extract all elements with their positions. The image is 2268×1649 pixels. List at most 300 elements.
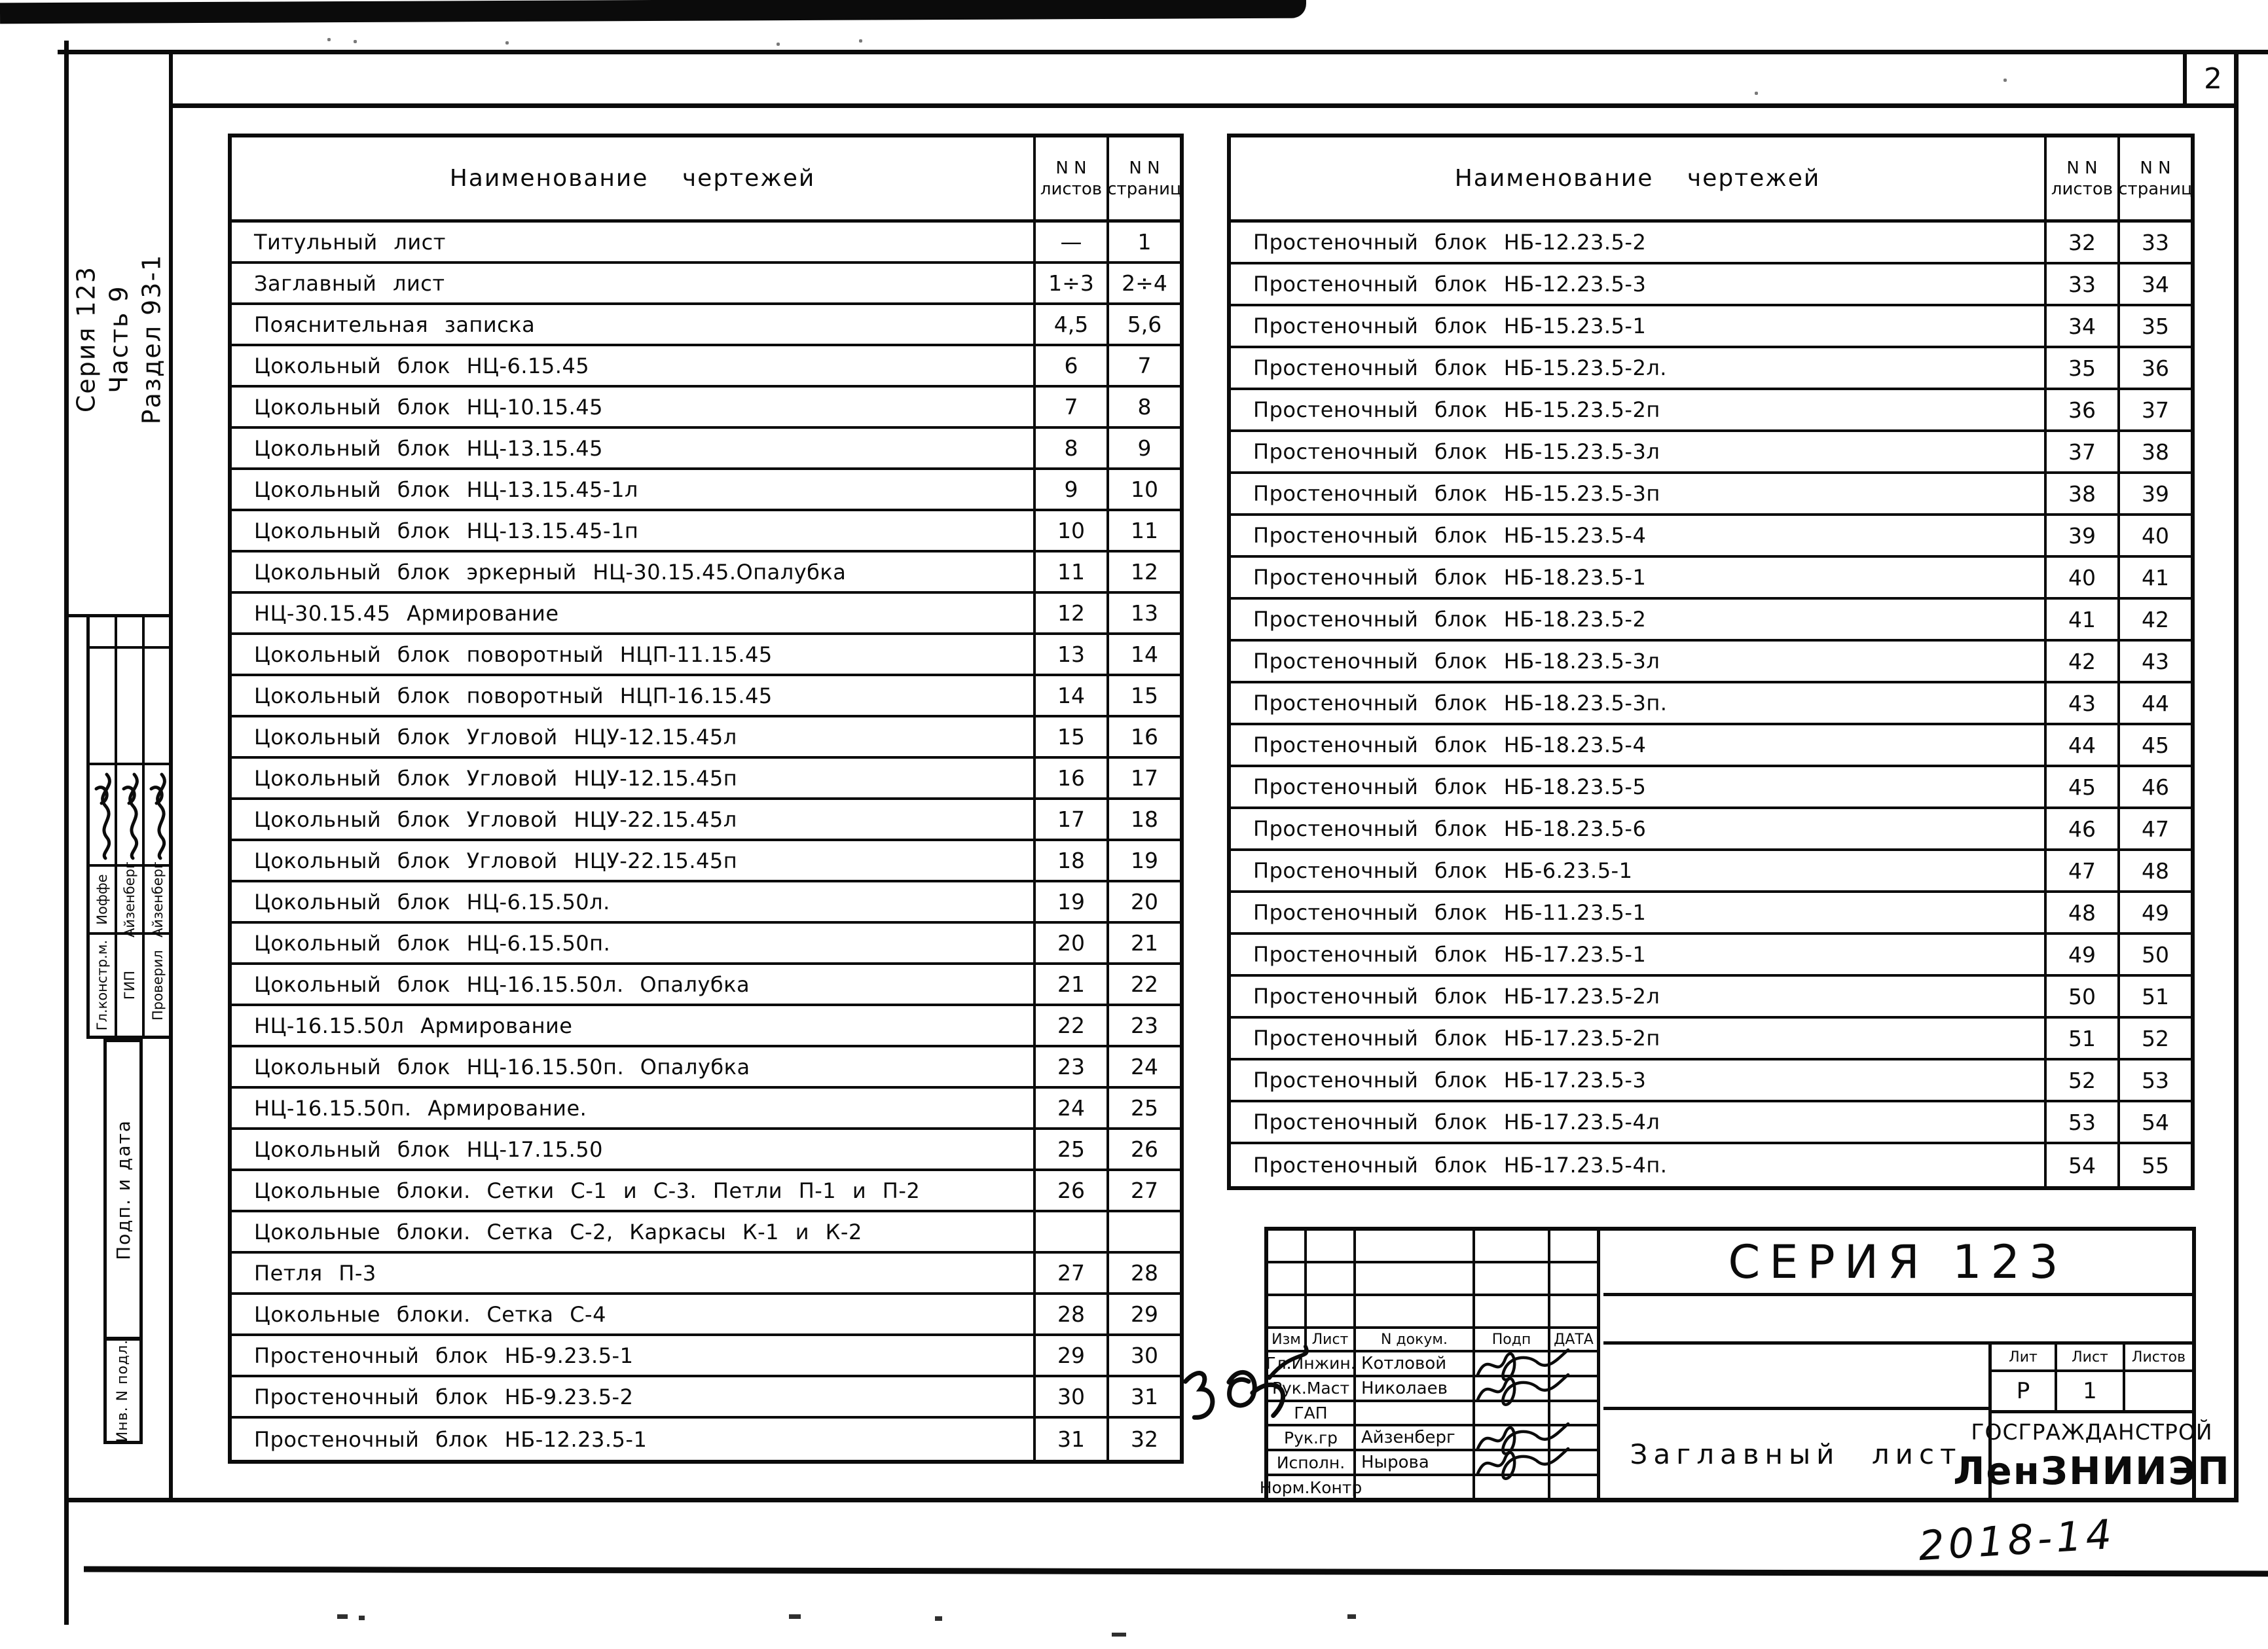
sheets-header-line1: N N — [2066, 158, 2098, 178]
sidebar-series-title — [68, 110, 169, 568]
pages-cell: 54 — [2117, 1102, 2191, 1142]
table-row — [1231, 683, 2191, 725]
table-row — [232, 305, 1180, 346]
scan-speck — [1755, 92, 1758, 95]
pages-cell: 52 — [2117, 1019, 2191, 1058]
approval-name-cell — [145, 861, 172, 938]
pages-cell: 31 — [1107, 1377, 1180, 1416]
table-row — [232, 429, 1180, 470]
sheets-cell: 20 — [1033, 924, 1107, 962]
sheets-cell: 15 — [1033, 717, 1107, 756]
personnel-role-cell: Исполн. — [1276, 1453, 1345, 1472]
drawing-name-cell: Цокольный блок НЦ-6.15.45 — [254, 353, 590, 378]
lit-header: Лит — [2009, 1349, 2038, 1366]
drawing-name-cell: Простеночный блок НБ-17.23.5-4п. — [1253, 1153, 1668, 1178]
page-number: 2 — [2204, 62, 2222, 96]
sheets-cell: 1÷3 — [1033, 264, 1107, 302]
revision-empty-row — [1268, 1296, 1597, 1329]
approver-role: Проверил — [150, 950, 166, 1021]
personnel-signature-cell — [1472, 1451, 1548, 1474]
section-label: Раздел 93-1 — [137, 253, 166, 425]
pages-cell: 46 — [2117, 767, 2191, 806]
approval-signature-cell — [117, 765, 142, 867]
sheets-header-line1: N N — [1055, 158, 1087, 178]
pages-cell: 20 — [1107, 882, 1180, 921]
sheets-cell: 23 — [1033, 1047, 1107, 1086]
pages-cell: 5,6 — [1107, 305, 1180, 344]
org-name: ГОСГРАЖДАНСТРОЙ — [1971, 1419, 2213, 1445]
sheets-cell: 17 — [1033, 800, 1107, 839]
doc-title-column — [1603, 1345, 1992, 1498]
table-row — [1231, 893, 2191, 935]
sheets-cell: 41 — [2044, 600, 2117, 639]
table-row — [232, 1336, 1180, 1377]
drawing-name-cell: Простеночный блок НБ-15.23.5-2п — [1253, 397, 1660, 422]
sidebar-approval-table — [86, 617, 172, 1039]
drawing-name-cell: Простеночный блок НБ-18.23.5-3л — [1253, 649, 1660, 674]
list-value: 1 — [2055, 1372, 2123, 1410]
pages-cell: 17 — [1107, 759, 1180, 797]
sheets-cell: 8 — [1033, 429, 1107, 467]
approval-role-cell — [145, 935, 172, 1036]
approval-signature-cell — [90, 765, 115, 867]
sheets-cell: 49 — [2044, 935, 2117, 974]
table-row — [232, 800, 1180, 841]
drawing-name-cell: Простеночный блок НБ-15.23.5-1 — [1253, 314, 1647, 338]
sheets-cell: 53 — [2044, 1102, 2117, 1142]
pages-cell — [1107, 1212, 1180, 1251]
sheets-cell: 19 — [1033, 882, 1107, 921]
table-row — [1231, 851, 2191, 893]
drawing-name-cell: Цокольный блок НЦ-16.15.50п. Опалубка — [254, 1054, 750, 1079]
table-row — [1231, 1019, 2191, 1060]
drawing-name-cell: Простеночный блок НБ-6.23.5-1 — [1253, 858, 1633, 883]
drawing-name-cell: Простеночный блок НБ-11.23.5-1 — [1253, 900, 1647, 925]
table-row — [1231, 642, 2191, 683]
drawing-name-cell: Простеночный блок НБ-12.23.5-1 — [254, 1426, 648, 1452]
signature-icon — [120, 769, 143, 861]
revision-empty-row — [1268, 1231, 1597, 1263]
frame-right-border — [2234, 50, 2239, 1502]
table-row — [232, 1254, 1180, 1295]
personnel-role-cell: Рук.Маст — [1271, 1379, 1350, 1398]
series-label: Серия 123 — [71, 265, 101, 413]
sheets-cell: 26 — [1033, 1171, 1107, 1210]
pages-header-line1: N N — [1129, 158, 1160, 178]
lit-value: Р — [2016, 1378, 2030, 1404]
table-body — [232, 223, 1180, 1460]
sheets-cell: 18 — [1033, 841, 1107, 880]
table-row — [232, 223, 1180, 264]
drawing-name-cell: Титульный лист — [254, 229, 446, 255]
pages-cell: 44 — [2117, 683, 2191, 723]
drawing-name-cell: Петля П-3 — [254, 1260, 376, 1286]
rev-header-list: Лист — [1304, 1329, 1353, 1350]
personnel-name-cell: Айзенберг — [1353, 1426, 1472, 1449]
pages-cell: 27 — [1107, 1171, 1180, 1210]
drawing-name-cell: Простеночный блок НБ-12.23.5-3 — [1253, 272, 1647, 297]
scan-dash — [1112, 1633, 1126, 1637]
pages-cell: 12 — [1107, 553, 1180, 591]
drawing-name-cell: Цокольный блок НЦ-16.15.50л. Опалубка — [254, 971, 750, 997]
pages-cell: 38 — [2117, 432, 2191, 471]
sheets-cell: 7 — [1033, 388, 1107, 426]
stamp-right-part — [1603, 1231, 2231, 1498]
table-row — [232, 635, 1180, 676]
pages-cell: 53 — [2117, 1060, 2191, 1100]
table-row — [232, 1006, 1180, 1047]
sheets-cell: 28 — [1033, 1295, 1107, 1333]
table-row — [1231, 1060, 2191, 1102]
part-label: Часть 9 — [104, 285, 134, 393]
signature-icon — [147, 769, 171, 861]
sheets-cell: 13 — [1033, 635, 1107, 674]
table-row — [1231, 264, 2191, 306]
handwritten-code: 2018-14 — [1917, 1510, 2117, 1570]
sheets-cell: 51 — [2044, 1019, 2117, 1058]
org-institute: ЛенЗНИИЭП — [1953, 1448, 2231, 1493]
pages-cell: 1 — [1107, 223, 1180, 261]
approval-role-cell — [117, 935, 142, 1036]
sheets-cell: 22 — [1033, 1006, 1107, 1045]
personnel-signature-cell — [1472, 1377, 1548, 1400]
designation-band — [1603, 1296, 2192, 1345]
drawing-name-cell: Простеночный блок НБ-18.23.5-3п. — [1253, 691, 1668, 716]
table-row — [232, 759, 1180, 800]
listov-header: Листов — [2123, 1345, 2192, 1369]
approver-role: ГИП — [121, 970, 137, 1000]
pages-cell: 29 — [1107, 1295, 1180, 1333]
pages-cell: 10 — [1107, 470, 1180, 509]
pages-cell: 28 — [1107, 1254, 1180, 1292]
handwritten-note-scribble — [1171, 1342, 1331, 1455]
pages-cell: 8 — [1107, 388, 1180, 426]
pages-cell: 7 — [1107, 346, 1180, 385]
list-header: Лист — [2055, 1345, 2123, 1369]
approval-date-cell — [145, 649, 172, 765]
sheets-cell: — — [1033, 223, 1107, 261]
drawing-name-cell: Цокольный блок Угловой НЦУ-12.15.45п — [254, 765, 738, 791]
table-row — [1231, 767, 2191, 809]
drawing-name-cell: Цокольный блок НЦ-17.15.50 — [254, 1136, 604, 1162]
approval-empty-cell — [145, 617, 172, 649]
personnel-role-cell: ГАП — [1294, 1404, 1328, 1423]
column-header-sheets — [1033, 137, 1107, 219]
table-row — [232, 882, 1180, 924]
personnel-name-cell: Нырова — [1353, 1451, 1472, 1474]
table-row — [232, 717, 1180, 759]
sidebar-label-inv-n-podl — [103, 1337, 143, 1444]
personnel-row — [1259, 1476, 1597, 1498]
pages-header-line2: страниц — [2118, 179, 2193, 199]
table-row — [1231, 474, 2191, 516]
drawing-name-cell: Цокольные блоки. Сетка С-4 — [254, 1301, 606, 1327]
personnel-name-cell: Николаев — [1353, 1377, 1472, 1400]
approval-strip — [90, 617, 117, 1036]
handwritten-note — [1171, 1342, 1332, 1458]
sheets-cell: 21 — [1033, 965, 1107, 1004]
table-row — [1231, 348, 2191, 390]
table-row — [1231, 725, 2191, 767]
rev-header-ndokum: N докум. — [1353, 1329, 1472, 1350]
table-row — [1231, 516, 2191, 558]
sheets-header-line2: листов — [1040, 179, 1103, 199]
table-row — [232, 594, 1180, 635]
drawing-name-cell: Простеночный блок НБ-17.23.5-3 — [1253, 1068, 1647, 1093]
sheets-cell: 54 — [2044, 1144, 2117, 1186]
listov-value — [2123, 1372, 2192, 1410]
table-row — [1231, 977, 2191, 1019]
approval-empty-cell — [90, 617, 115, 649]
table-row — [1231, 558, 2191, 600]
drawings-table-right — [1227, 134, 2195, 1190]
table-body — [1231, 223, 2191, 1186]
pages-cell: 49 — [2117, 893, 2191, 932]
scan-speck — [2003, 79, 2007, 82]
approval-signature-cell — [145, 765, 172, 867]
table-row — [1231, 390, 2191, 432]
pages-cell: 48 — [2117, 851, 2191, 890]
drawing-name-cell: Цокольный блок НЦ-13.15.45-1п — [254, 518, 639, 543]
table-row — [232, 1295, 1180, 1336]
drawing-name-cell: Простеночный блок НБ-18.23.5-4 — [1253, 733, 1647, 757]
personnel-row — [1268, 1451, 1597, 1476]
pages-cell: 47 — [2117, 809, 2191, 848]
approval-date-cell — [117, 649, 142, 765]
table-header — [232, 137, 1180, 223]
pages-cell: 21 — [1107, 924, 1180, 962]
scan-dash — [935, 1616, 942, 1621]
drawings-table-left — [228, 134, 1184, 1464]
column-header-pages — [2117, 137, 2191, 219]
column-header-pages — [1107, 137, 1180, 219]
pages-cell: 24 — [1107, 1047, 1180, 1086]
drawing-name-cell: Простеночный блок НБ-9.23.5-1 — [254, 1343, 634, 1368]
table-row — [232, 1212, 1180, 1254]
scan-torn-edge — [0, 0, 1306, 24]
sheets-cell: 16 — [1033, 759, 1107, 797]
title-block — [1259, 1227, 2231, 1502]
table-header — [1231, 137, 2191, 223]
pages-cell: 39 — [2117, 474, 2191, 513]
pages-header-line1: N N — [2140, 158, 2171, 178]
pages-cell: 42 — [2117, 600, 2191, 639]
sheets-cell: 27 — [1033, 1254, 1107, 1292]
pages-cell: 45 — [2117, 725, 2191, 765]
table-row — [232, 346, 1180, 388]
drawing-name-cell: Простеночный блок НБ-15.23.5-3л — [1253, 439, 1660, 464]
sheets-cell: 30 — [1033, 1377, 1107, 1416]
doc-empty-cell — [1603, 1345, 1988, 1410]
sheets-cell: 24 — [1033, 1089, 1107, 1127]
table-row — [232, 965, 1180, 1006]
approval-role-cell — [90, 935, 115, 1036]
drawing-name-cell: Цокольный блок НЦ-10.15.45 — [254, 394, 604, 420]
table-row — [232, 1419, 1180, 1460]
pages-cell: 40 — [2117, 516, 2191, 555]
pages-cell: 23 — [1107, 1006, 1180, 1045]
personnel-role-cell: Норм.Контр — [1259, 1477, 1363, 1497]
sheets-cell: 52 — [2044, 1060, 2117, 1100]
drawing-name-cell: Цокольный блок НЦ-13.15.45 — [254, 435, 604, 461]
sheets-cell: 31 — [1033, 1419, 1107, 1460]
drawing-name-cell: Простеночный блок НБ-17.23.5-2л — [1253, 984, 1660, 1009]
sheets-cell: 47 — [2044, 851, 2117, 890]
approval-empty-cell — [117, 617, 142, 649]
pages-cell: 16 — [1107, 717, 1180, 756]
sheets-cell: 25 — [1033, 1130, 1107, 1169]
table-row — [1231, 432, 2191, 474]
sheets-cell: 45 — [2044, 767, 2117, 806]
rev-header-podp: Подп — [1472, 1329, 1548, 1350]
podp-i-data-label: Подп. и дата — [112, 1119, 134, 1260]
sheets-cell: 34 — [2044, 306, 2117, 346]
table-row — [232, 470, 1180, 511]
pages-cell: 25 — [1107, 1089, 1180, 1127]
table-row — [1231, 600, 2191, 642]
table-row — [232, 388, 1180, 429]
drawing-name-cell: Простеночный блок НБ-17.23.5-2п — [1253, 1026, 1660, 1051]
pages-cell: 11 — [1107, 511, 1180, 550]
table-row — [232, 553, 1180, 594]
pages-cell: 15 — [1107, 676, 1180, 715]
drawing-name-cell: Простеночный блок НБ-17.23.5-1 — [1253, 942, 1647, 967]
drawing-name-cell: Цокольный блок эркерный НЦ-30.15.45.Опалубка — [254, 559, 847, 585]
pages-cell: 55 — [2117, 1144, 2191, 1186]
drawing-name-cell: Заглавный лист — [254, 270, 445, 296]
drawing-name-cell: Цокольный блок Угловой НЦУ-22.15.45п — [254, 848, 738, 873]
drawing-name-cell: Простеночный блок НБ-18.23.5-1 — [1253, 565, 1647, 590]
sheets-cell: 12 — [1033, 594, 1107, 632]
scan-dash — [359, 1616, 365, 1620]
drawing-name-cell: Простеночный блок НБ-9.23.5-2 — [254, 1384, 634, 1409]
scan-dash — [1347, 1614, 1356, 1619]
personnel-name-cell: Котловой — [1353, 1352, 1472, 1375]
pages-cell: 2÷4 — [1107, 264, 1180, 302]
pages-cell: 35 — [2117, 306, 2191, 346]
scan-speck — [859, 39, 862, 43]
table-row — [232, 511, 1180, 553]
approval-name-cell — [90, 867, 115, 935]
table-row — [1231, 223, 2191, 264]
table-row — [232, 1089, 1180, 1130]
drawing-name-cell: Простеночный блок НБ-15.23.5-3п — [1253, 481, 1660, 506]
scan-speck — [327, 38, 331, 41]
page-number-box — [2183, 54, 2239, 103]
doc-title: Заглавный лист — [1630, 1438, 1962, 1470]
approver-name: Айзенберг — [121, 861, 137, 938]
sheets-cell: 32 — [2044, 223, 2117, 262]
scan-dash — [789, 1614, 801, 1619]
drawing-name-cell: Простеночный блок НБ-15.23.5-4 — [1253, 523, 1647, 548]
sheets-cell: 11 — [1033, 553, 1107, 591]
drawing-name-cell: Простеночный блок НБ-18.23.5-2 — [1253, 607, 1647, 632]
lit-column — [1953, 1345, 2231, 1498]
drawing-name-cell: Простеночный блок НБ-15.23.5-2л. — [1253, 355, 1667, 380]
pages-cell: 32 — [1107, 1419, 1180, 1460]
pages-cell: 36 — [2117, 348, 2191, 388]
sheets-cell: 29 — [1033, 1336, 1107, 1375]
sheets-cell: 37 — [2044, 432, 2117, 471]
pages-cell: 26 — [1107, 1130, 1180, 1169]
pages-cell: 30 — [1107, 1336, 1180, 1375]
pages-cell: 9 — [1107, 429, 1180, 467]
sheet-top-border — [58, 50, 2268, 54]
inv-n-podl-label: Инв. N подл. — [115, 1339, 132, 1443]
table-row — [232, 676, 1180, 717]
sheets-cell — [1033, 1212, 1107, 1251]
scan-speck — [354, 40, 357, 43]
sheets-cell: 36 — [2044, 390, 2117, 429]
drawing-name-cell: НЦ-16.15.50л Армирование — [254, 1013, 573, 1038]
drawing-name-cell: Простеночный блок НБ-12.23.5-2 — [1253, 230, 1647, 255]
table-row — [232, 1130, 1180, 1171]
table-row — [1231, 306, 2191, 348]
pages-cell: 43 — [2117, 642, 2191, 681]
drawing-name-cell: Простеночный блок НБ-17.23.5-4л — [1253, 1110, 1660, 1134]
approval-strip — [117, 617, 145, 1036]
drawing-name-cell: Цокольные блоки. Сетки С-1 и С-3. Петли П-1 и П-2 — [254, 1178, 921, 1203]
sheets-cell: 43 — [2044, 683, 2117, 723]
sheets-cell: 9 — [1033, 470, 1107, 509]
approval-strip — [145, 617, 172, 1036]
drawing-name-cell: Цокольный блок НЦ-13.15.45-1л — [254, 477, 638, 502]
pages-cell: 34 — [2117, 264, 2191, 304]
revision-empty-row — [1268, 1263, 1597, 1296]
sheets-cell: 48 — [2044, 893, 2117, 932]
pages-cell: 50 — [2117, 935, 2191, 974]
table-row — [1231, 1144, 2191, 1186]
pages-cell: 14 — [1107, 635, 1180, 674]
personnel-name-cell — [1353, 1402, 1472, 1424]
pages-header-line2: страниц — [1107, 179, 1182, 199]
table-row — [232, 841, 1180, 882]
lit-table — [1992, 1345, 2192, 1413]
column-header-sheets — [2044, 137, 2117, 219]
table-row — [232, 1171, 1180, 1212]
table-row — [1231, 935, 2191, 977]
frame-top-border — [169, 103, 2238, 108]
sheets-cell: 14 — [1033, 676, 1107, 715]
drawing-name-cell: Цокольный блок НЦ-6.15.50п. — [254, 930, 611, 956]
column-header-name: Наименование чертежей — [1454, 165, 1821, 192]
approval-date-cell — [90, 649, 115, 765]
drawing-name-cell: Цокольный блок поворотный НЦП-16.15.45 — [254, 683, 773, 708]
table-row — [232, 924, 1180, 965]
sheets-cell: 40 — [2044, 558, 2117, 597]
sheets-cell: 4,5 — [1033, 305, 1107, 344]
sheets-cell: 33 — [2044, 264, 2117, 304]
sheets-cell: 50 — [2044, 977, 2117, 1016]
sheets-cell: 38 — [2044, 474, 2117, 513]
rev-header-izm: Изм — [1271, 1331, 1301, 1348]
table-row — [232, 264, 1180, 305]
rev-header-data: ДАТА — [1548, 1329, 1597, 1350]
signature-icon — [92, 769, 116, 861]
drawing-name-cell: Цокольный блок Угловой НЦУ-12.15.45л — [254, 724, 737, 750]
series-title: СЕРИЯ 123 — [1603, 1231, 2192, 1296]
table-row — [1231, 1102, 2191, 1144]
column-header-name: Наименование чертежей — [449, 165, 816, 192]
personnel-role-cell: Гл.Инжин. — [1266, 1354, 1356, 1373]
sheets-cell: 10 — [1033, 511, 1107, 550]
sheets-cell: 39 — [2044, 516, 2117, 555]
approver-name: Иоффе — [94, 874, 110, 925]
organization-box — [1953, 1413, 2231, 1498]
drawing-name-cell: НЦ-16.15.50п. Армирование. — [254, 1095, 587, 1121]
pages-cell: 41 — [2117, 558, 2191, 597]
drawing-name-cell: Простеночный блок НБ-18.23.5-5 — [1253, 774, 1647, 799]
